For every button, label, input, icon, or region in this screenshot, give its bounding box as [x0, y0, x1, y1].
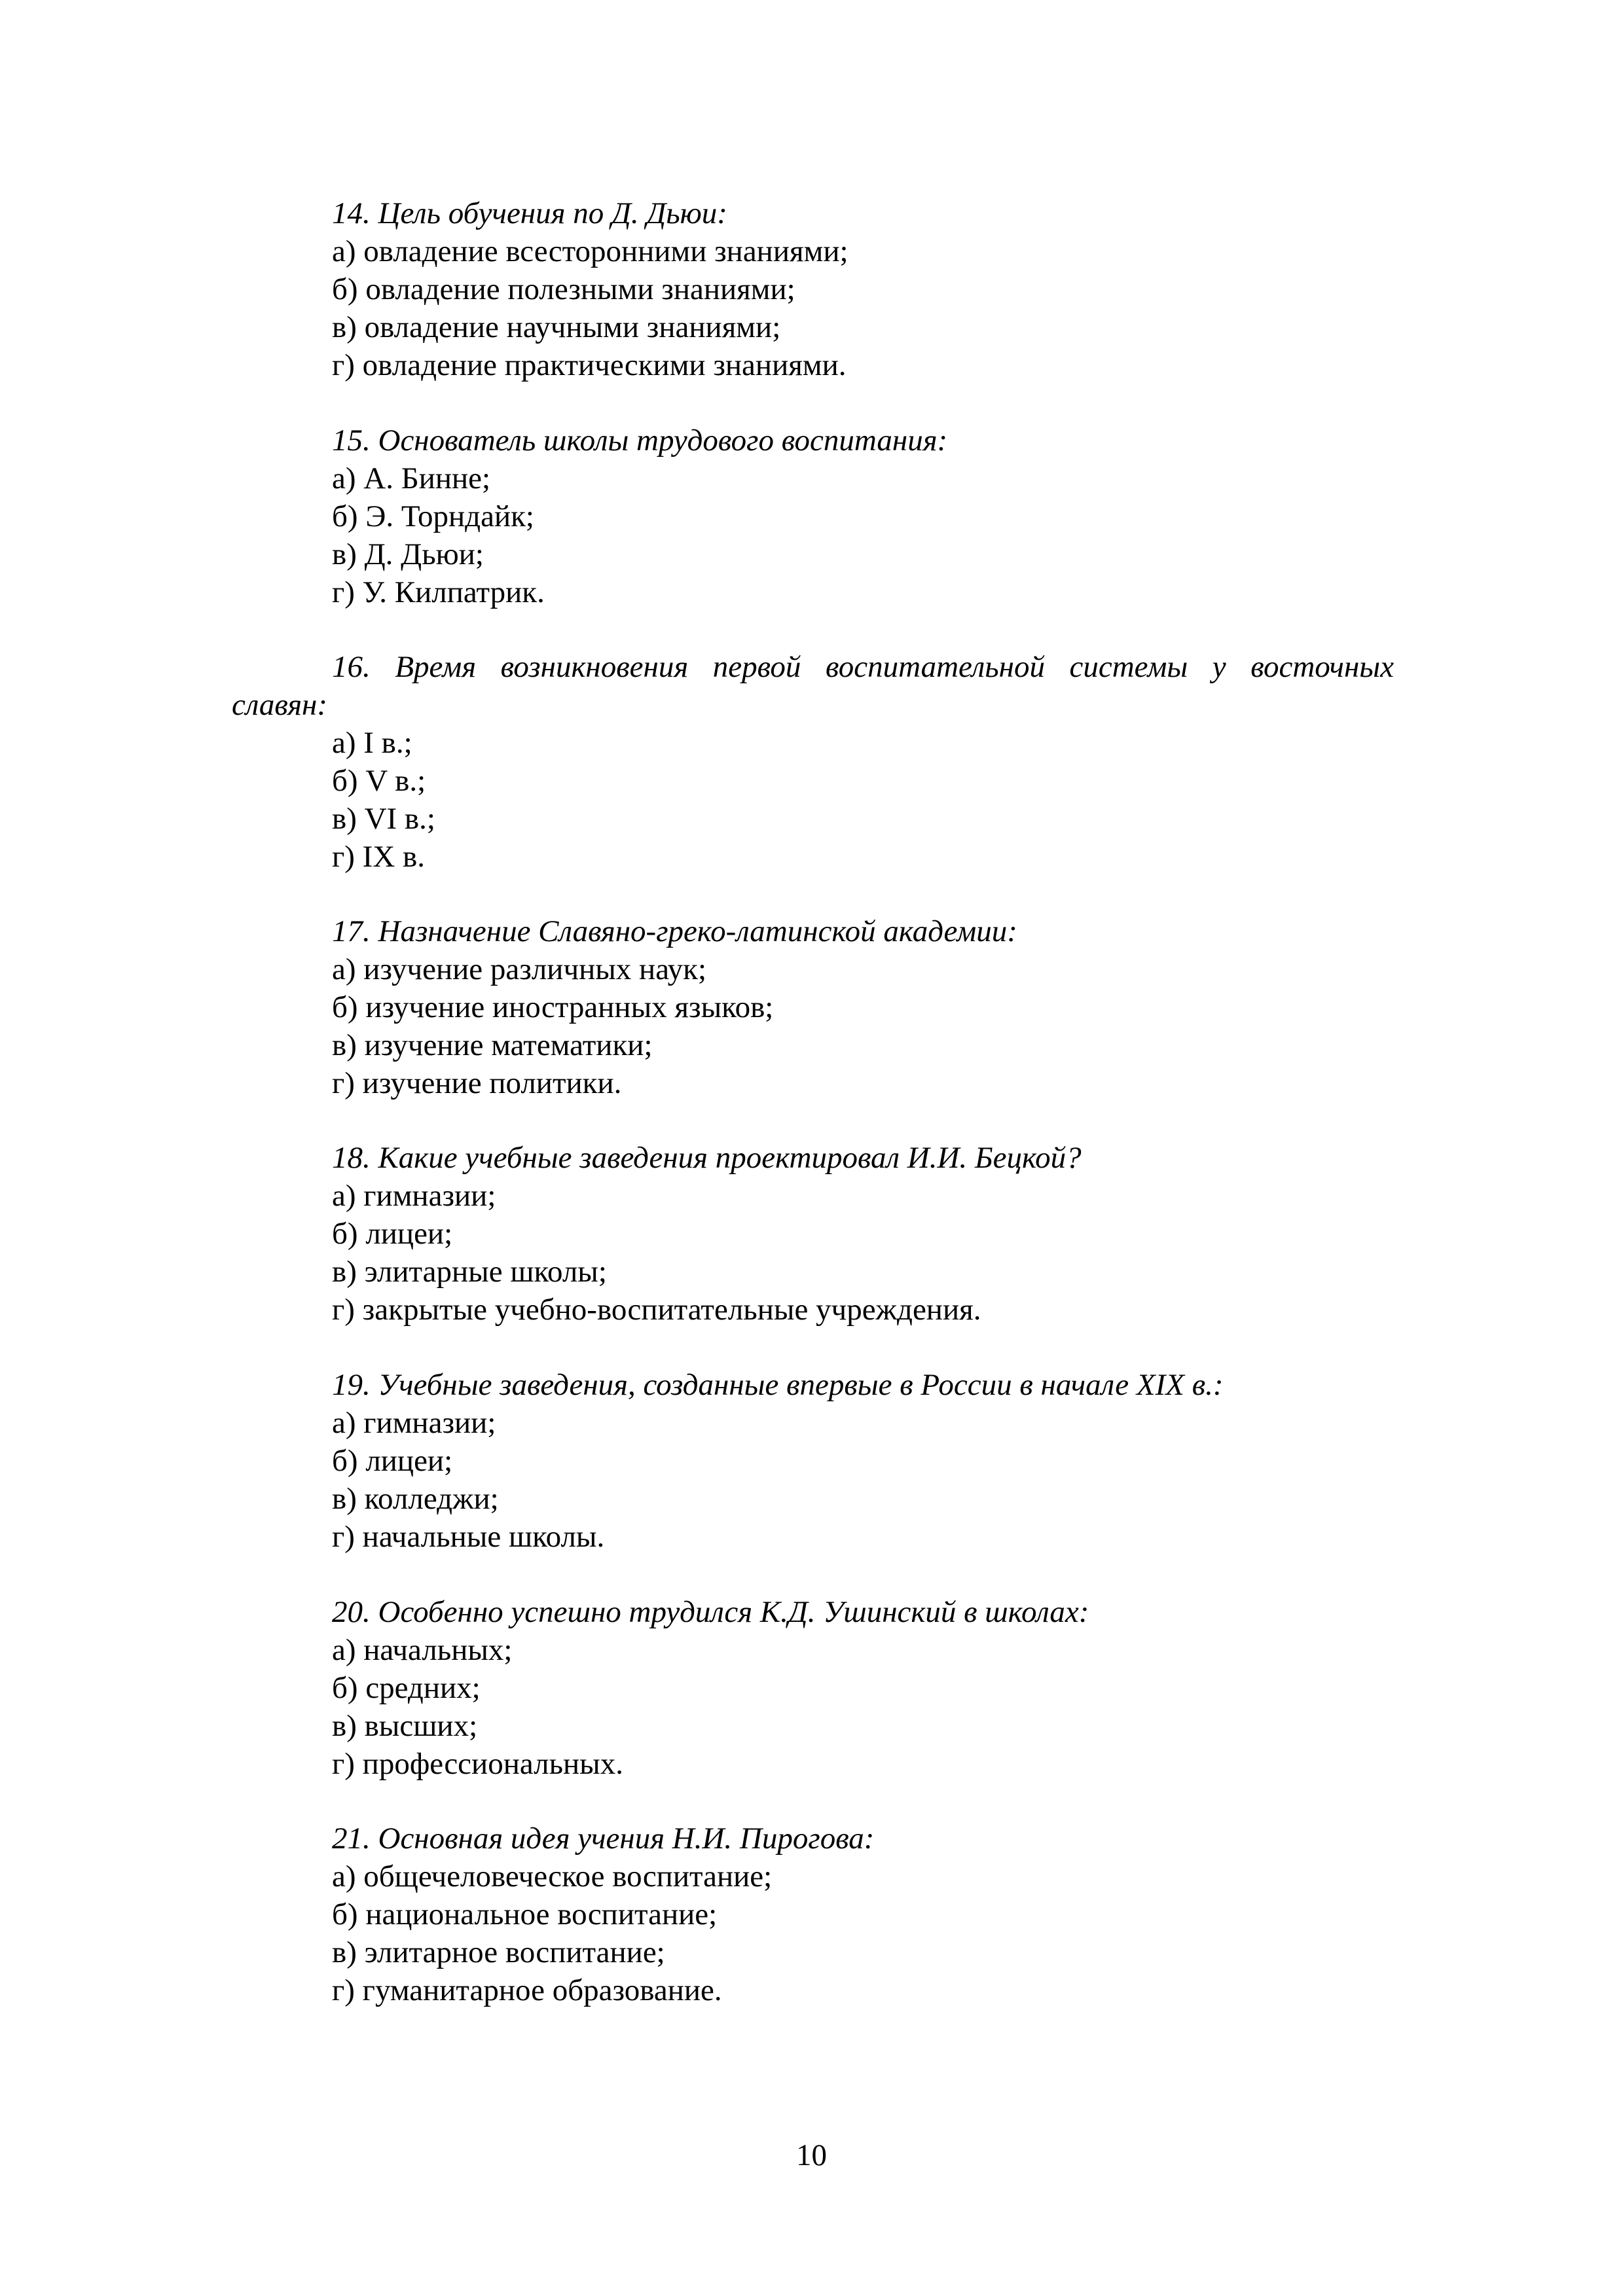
answer-option-b: б) V в.; — [332, 764, 426, 798]
answer-option-d: г) профессиональных. — [332, 1747, 623, 1781]
answer-option-a: а) изучение различных наук; — [332, 952, 707, 986]
answer-option-b: б) изучение иностранных языков; — [332, 990, 774, 1024]
answer-option-d: г) IX в. — [332, 840, 425, 874]
answer-option-c: в) Д. Дьюи; — [332, 537, 484, 571]
question-title: 18. Какие учебные заведения проектировал И.И. Бецкой? — [332, 1141, 1082, 1175]
answer-option-a: а) начальных; — [332, 1633, 513, 1667]
question-18 — [332, 1139, 1393, 1329]
answer-option-d: г) начальные школы. — [332, 1520, 605, 1554]
answer-option-a: а) гимназии; — [332, 1406, 496, 1440]
answer-option-b: б) национальное воспитание; — [332, 1897, 718, 1931]
answer-option-a: а) гимназии; — [332, 1179, 496, 1213]
page-number: 10 — [796, 2138, 827, 2172]
question-15 — [332, 422, 1393, 611]
answer-option-d: г) У. Килпатрик. — [332, 575, 545, 609]
answer-option-c: в) колледжи; — [332, 1482, 499, 1516]
question-20 — [332, 1593, 1393, 1783]
question-14 — [332, 194, 1393, 384]
answer-option-d: г) изучение политики. — [332, 1066, 622, 1100]
question-title: 21. Основная идея учения Н.И. Пирогова: — [332, 1821, 875, 1856]
question-title: 17. Назначение Славяно-греко-латинской академии: — [332, 914, 1017, 948]
question-title: 20. Особенно успешно трудился К.Д. Ушинский в школах: — [332, 1595, 1089, 1629]
question-19 — [332, 1366, 1393, 1556]
answer-option-d: г) закрытые учебно-воспитательные учреждения. — [332, 1293, 981, 1327]
answer-option-a: а) общечеловеческое воспитание; — [332, 1859, 773, 1893]
answer-option-c: в) VI в.; — [332, 802, 435, 836]
question-21 — [332, 1820, 1393, 2009]
question-title: 16. Время возникновения первой воспитательной системы у восточных — [332, 650, 1394, 684]
question-title: 15. Основатель школы трудового воспитания: — [332, 423, 948, 457]
answer-option-b: б) лицеи; — [332, 1444, 453, 1478]
question-17 — [332, 912, 1393, 1102]
answer-option-b: б) лицеи; — [332, 1217, 453, 1251]
answer-option-c: в) изучение математики; — [332, 1028, 653, 1062]
answer-option-a: а) А. Бинне; — [332, 461, 491, 495]
answer-option-c: в) элитарное воспитание; — [332, 1935, 665, 1969]
question-16 — [232, 648, 1394, 876]
answer-option-b: б) средних; — [332, 1671, 481, 1705]
answer-option-b: б) овладение полезными знаниями; — [332, 272, 795, 306]
question-title: 19. Учебные заведения, созданные впервые в России в начале XIX в.: — [332, 1368, 1224, 1402]
answer-option-d: г) гуманитарное образование. — [332, 1973, 722, 2007]
answer-option-a: а) I в.; — [332, 726, 412, 760]
question-title-continued: славян: — [232, 688, 328, 722]
answer-option-a: а) овладение всесторонними знаниями; — [332, 234, 848, 268]
answer-option-c: в) высших; — [332, 1709, 478, 1743]
answer-option-b: б) Э. Торндайк; — [332, 499, 534, 533]
answer-option-c: в) овладение научными знаниями; — [332, 310, 781, 344]
answer-option-c: в) элитарные школы; — [332, 1255, 607, 1289]
question-title: 14. Цель обучения по Д. Дьюи: — [332, 196, 727, 230]
answer-option-d: г) овладение практическими знаниями. — [332, 348, 847, 382]
